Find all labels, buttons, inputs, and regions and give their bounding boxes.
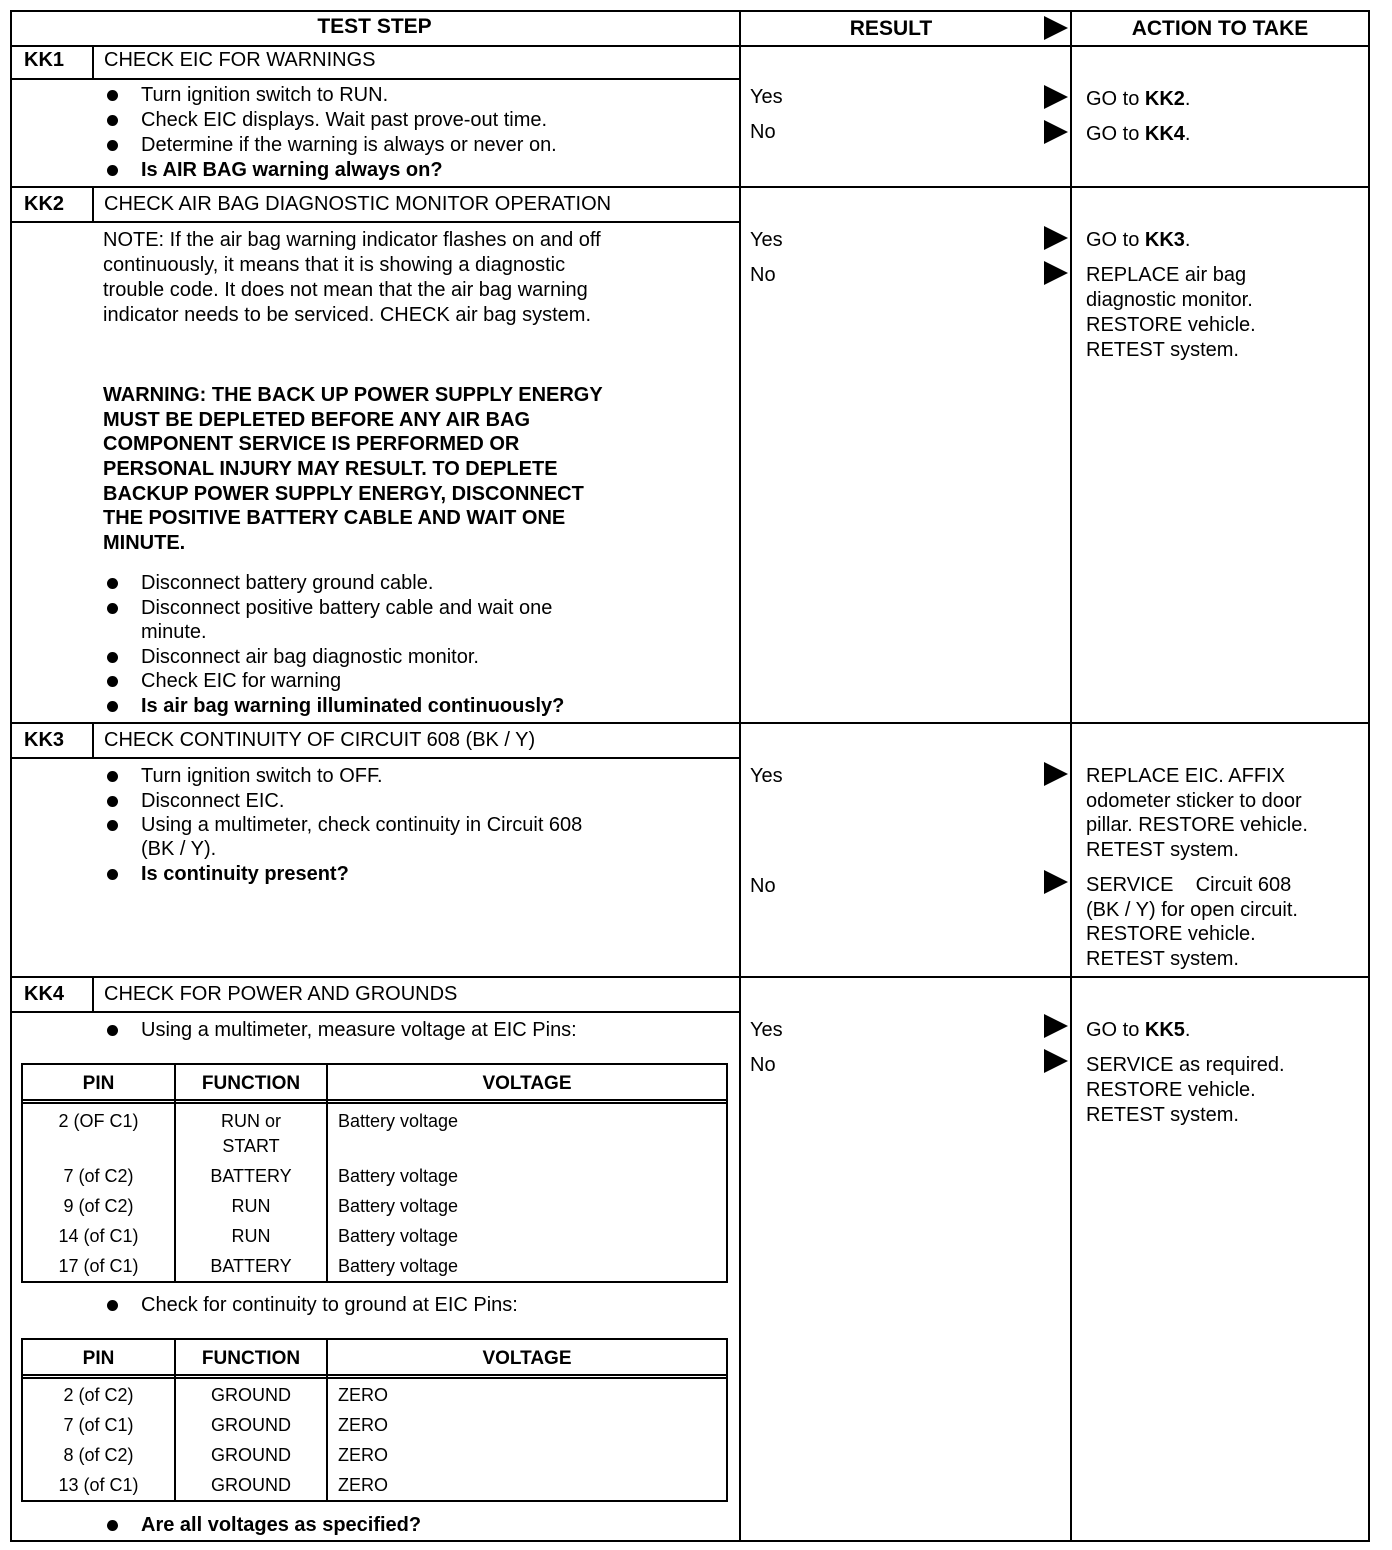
kk2-step-4: Check EIC for warning	[141, 670, 342, 692]
kk1-action-no: GO to KK4.	[1086, 123, 1191, 145]
kk1-title: CHECK EIC FOR WARNINGS	[104, 49, 376, 71]
kk1-step-1: Turn ignition switch to RUN.	[141, 84, 389, 106]
kk3-step-3-cont: (BK / Y).	[141, 838, 217, 860]
table-row-function: GROUND	[211, 1385, 291, 1405]
kk3-bottom	[10, 976, 1370, 978]
table-row-function: GROUND	[211, 1445, 291, 1465]
kk3-result-yes: Yes	[750, 765, 783, 787]
kk1-code: KK1	[24, 49, 65, 71]
bullet-icon	[107, 578, 118, 589]
col-header-pin: PIN	[82, 1073, 115, 1094]
table-header-rule	[23, 1374, 726, 1376]
table-row-pin: 8 (of C2)	[63, 1445, 134, 1465]
bullet-icon	[107, 701, 118, 712]
kk4-result-no: No	[750, 1054, 776, 1076]
table-row-voltage: ZERO	[338, 1415, 389, 1435]
kk3-question: Is continuity present?	[141, 863, 349, 885]
arrow-icon	[1044, 85, 1068, 109]
bullet-icon	[107, 1025, 118, 1036]
kk2-code-divider	[92, 186, 94, 222]
kk3-title: CHECK CONTINUITY OF CIRCUIT 608 (BK / Y)	[104, 729, 536, 751]
kk3-action-yes-2: odometer sticker to door	[1086, 790, 1302, 812]
bullet-icon	[107, 676, 118, 687]
kk2-warning-2: MUST BE DEPLETED BEFORE ANY AIR BAG	[103, 409, 531, 431]
kk2-title: CHECK AIR BAG DIAGNOSTIC MONITOR OPERATION	[104, 193, 612, 215]
arrow-icon	[1044, 226, 1068, 250]
kk3-step-2: Disconnect EIC.	[141, 790, 285, 812]
kk1-bottom	[10, 186, 1370, 188]
diagnostic-chart	[10, 10, 1370, 1542]
kk4-step-1: Using a multimeter, measure voltage at EIC Pins:	[141, 1019, 577, 1041]
kk4-action-no-2: RESTORE vehicle.	[1086, 1079, 1256, 1101]
bullet-icon	[107, 796, 118, 807]
table-row-pin: 14 (of C1)	[58, 1226, 139, 1246]
kk2-warning-6: THE POSITIVE BATTERY CABLE AND WAIT ONE	[103, 507, 566, 529]
table-row-voltage: Battery voltage	[338, 1256, 459, 1276]
frame-top	[10, 10, 1370, 12]
table-row-pin: 9 (of C2)	[63, 1196, 134, 1216]
kk2-action-no-1: REPLACE air bag	[1086, 264, 1247, 286]
kk2-warning-4: PERSONAL INJURY MAY RESULT. TO DEPLETE	[103, 458, 558, 480]
kk2-step-1: Disconnect battery ground cable.	[141, 572, 434, 594]
table-divider	[326, 1065, 328, 1281]
kk1-step-2: Check EIC displays. Wait past prove-out time.	[141, 109, 548, 131]
kk3-step-3: Using a multimeter, check continuity in Circuit 608	[141, 814, 583, 836]
frame-bottom	[10, 1540, 1370, 1542]
table-row-function: BATTERY	[210, 1256, 292, 1276]
kk4-step-2: Check for continuity to ground at EIC Pins:	[141, 1294, 518, 1316]
kk2-note-4: indicator needs to be serviced. CHECK air bag system.	[103, 304, 591, 326]
bullet-icon	[107, 652, 118, 663]
kk4-code-divider	[92, 976, 94, 1012]
kk1-step-3: Determine if the warning is always or never on.	[141, 134, 557, 156]
header-result: RESULT	[849, 17, 933, 40]
kk3-action-no-4: RETEST system.	[1086, 948, 1239, 970]
table-row-function: RUN	[231, 1226, 271, 1246]
table-row-voltage: ZERO	[338, 1475, 389, 1495]
bullet-icon	[107, 820, 118, 831]
kk2-note-1: NOTE: If the air bag warning indicator flashes on and off	[103, 229, 601, 251]
table-row-pin: 2 (of C2)	[63, 1385, 134, 1405]
divider-action	[1070, 10, 1072, 1542]
kk2-action-no-2: diagnostic monitor.	[1086, 289, 1253, 311]
kk3-result-no: No	[750, 875, 776, 897]
kk1-action-yes: GO to KK2.	[1086, 88, 1191, 110]
table-row-voltage: ZERO	[338, 1385, 389, 1405]
kk2-action-yes: GO to KK3.	[1086, 229, 1191, 251]
kk2-warning-1: WARNING: THE BACK UP POWER SUPPLY ENERGY	[103, 384, 603, 406]
table-row-pin: 2 (OF C1)	[58, 1111, 139, 1131]
kk1-question: Is AIR BAG warning always on?	[141, 159, 443, 181]
table-row-pin: 7 (of C1)	[63, 1415, 134, 1435]
frame-left	[10, 10, 12, 1542]
kk2-warning-5: BACKUP POWER SUPPLY ENERGY, DISCONNECT	[103, 483, 584, 505]
table-row-function: RUN	[231, 1196, 271, 1216]
kk2-code: KK2	[24, 193, 65, 215]
kk1-title-bottom	[10, 78, 741, 80]
header-arrow-icon	[1044, 16, 1068, 40]
arrow-icon	[1044, 870, 1068, 894]
kk3-code: KK3	[24, 729, 65, 751]
arrow-icon	[1044, 1014, 1068, 1038]
kk3-action-no-3: RESTORE vehicle.	[1086, 923, 1256, 945]
kk4-question: Are all voltages as specified?	[141, 1514, 422, 1536]
table-row-voltage: Battery voltage	[338, 1226, 459, 1246]
arrow-icon	[1044, 762, 1068, 786]
header-test-step: TEST STEP	[317, 15, 432, 38]
bullet-icon	[107, 90, 118, 101]
voltage-table	[21, 1063, 728, 1283]
table-row-voltage: Battery voltage	[338, 1111, 459, 1131]
col-header-pin: PIN	[82, 1348, 115, 1369]
kk3-step-1: Turn ignition switch to OFF.	[141, 765, 383, 787]
table-row-voltage: Battery voltage	[338, 1166, 459, 1186]
divider-result	[739, 10, 741, 1542]
kk2-note-2: continuously, it means that it is showing a diagnostic	[103, 254, 566, 276]
col-header-voltage: VOLTAGE	[482, 1348, 572, 1369]
arrow-icon	[1044, 1049, 1068, 1073]
kk3-action-yes-4: RETEST system.	[1086, 839, 1239, 861]
kk4-action-no-1: SERVICE as required.	[1086, 1054, 1285, 1076]
arrow-icon	[1044, 261, 1068, 285]
table-row-pin: 13 (of C1)	[58, 1475, 139, 1495]
bullet-icon	[107, 1520, 118, 1531]
table-row-function: GROUND	[211, 1475, 291, 1495]
kk3-action-yes-1: REPLACE EIC. AFFIX	[1086, 765, 1285, 787]
kk4-action-no-3: RETEST system.	[1086, 1104, 1239, 1126]
frame-right	[1368, 10, 1370, 1542]
kk3-title-bottom	[10, 757, 741, 759]
kk2-step-3: Disconnect air bag diagnostic monitor.	[141, 646, 479, 668]
kk4-action-yes: GO to KK5.	[1086, 1019, 1191, 1041]
col-header-function: FUNCTION	[201, 1348, 301, 1369]
kk2-step-2-cont: minute.	[141, 621, 207, 643]
kk1-result-no: No	[750, 121, 776, 143]
ground-table	[21, 1338, 728, 1502]
kk2-warning-3: COMPONENT SERVICE IS PERFORMED OR	[103, 433, 520, 455]
bullet-icon	[107, 1300, 118, 1311]
table-header-rule	[23, 1099, 726, 1101]
table-row-function-cont: START	[222, 1136, 280, 1156]
kk3-code-divider	[92, 722, 94, 758]
kk3-action-no-1: SERVICE Circuit 608	[1086, 874, 1292, 896]
header-bottom	[10, 45, 1370, 47]
kk3-action-yes-3: pillar. RESTORE vehicle.	[1086, 814, 1308, 836]
bullet-icon	[107, 771, 118, 782]
kk4-title: CHECK FOR POWER AND GROUNDS	[104, 983, 458, 1005]
bullet-icon	[107, 869, 118, 880]
bullet-icon	[107, 115, 118, 126]
kk2-result-yes: Yes	[750, 229, 783, 251]
kk1-code-divider	[92, 45, 94, 80]
kk4-code: KK4	[24, 983, 65, 1005]
header-action: ACTION TO TAKE	[1131, 17, 1309, 40]
table-row-function: BATTERY	[210, 1166, 292, 1186]
kk2-action-no-3: RESTORE vehicle.	[1086, 314, 1256, 336]
kk2-warning-7: MINUTE.	[103, 532, 186, 554]
table-header-rule	[23, 1102, 726, 1104]
col-header-function: FUNCTION	[201, 1073, 301, 1094]
kk2-bottom	[10, 722, 1370, 724]
kk2-action-no-4: RETEST system.	[1086, 339, 1239, 361]
bullet-icon	[107, 140, 118, 151]
col-header-voltage: VOLTAGE	[482, 1073, 572, 1094]
table-row-function: RUN or	[220, 1111, 281, 1131]
kk3-action-no-2: (BK / Y) for open circuit.	[1086, 899, 1298, 921]
kk4-result-yes: Yes	[750, 1019, 783, 1041]
table-row-pin: 7 (of C2)	[63, 1166, 134, 1186]
kk2-title-bottom	[10, 221, 741, 223]
table-row-voltage: ZERO	[338, 1445, 389, 1465]
table-row-voltage: Battery voltage	[338, 1196, 459, 1216]
kk4-title-bottom	[10, 1011, 741, 1013]
kk2-result-no: No	[750, 264, 776, 286]
table-row-pin: 17 (of C1)	[58, 1256, 139, 1276]
bullet-icon	[107, 165, 118, 176]
kk2-question: Is air bag warning illuminated continuously?	[141, 695, 565, 717]
kk2-step-2: Disconnect positive battery cable and wait one	[141, 597, 553, 619]
bullet-icon	[107, 603, 118, 614]
table-header-rule	[23, 1377, 726, 1379]
kk2-note-3: trouble code. It does not mean that the air bag warning	[103, 279, 588, 301]
table-row-function: GROUND	[211, 1415, 291, 1435]
kk1-result-yes: Yes	[750, 86, 783, 108]
arrow-icon	[1044, 120, 1068, 144]
